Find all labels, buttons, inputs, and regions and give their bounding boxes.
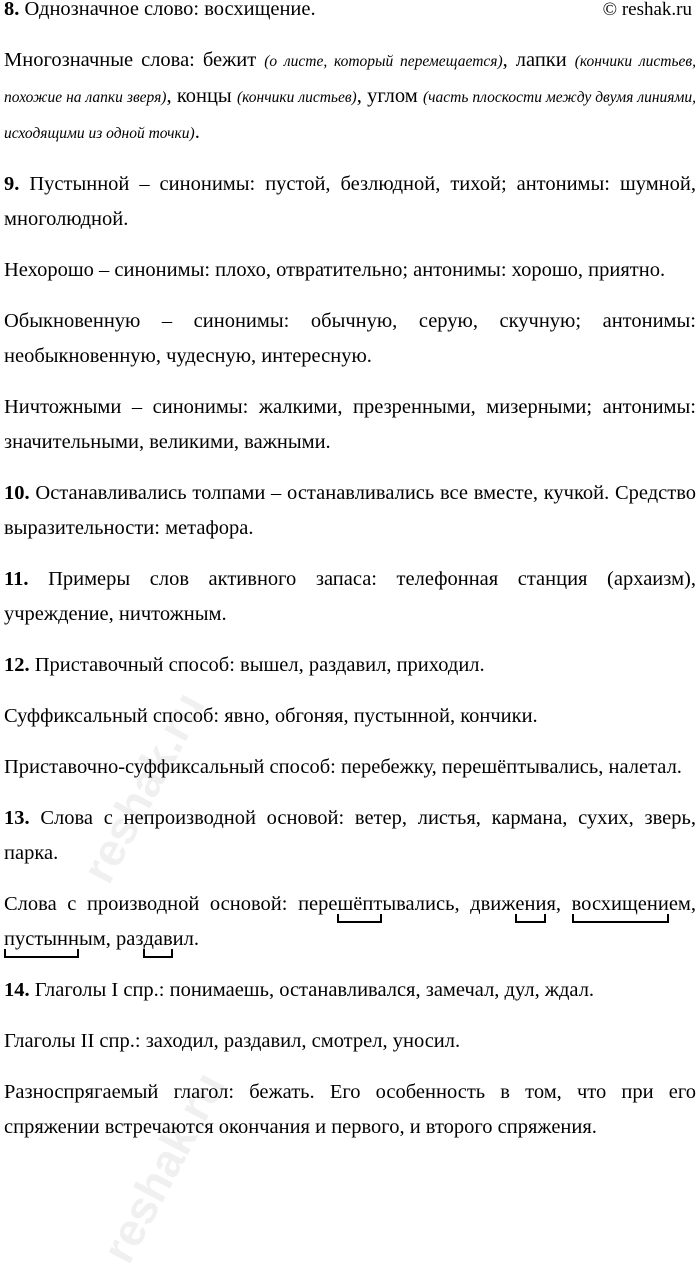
q12-p1-text: Приставочный способ: вышел, раздавил, приходил. bbox=[34, 654, 485, 676]
q14-number: 14. bbox=[4, 979, 30, 1001]
stem-mark: пустынн bbox=[4, 922, 79, 957]
q10 bbox=[4, 476, 696, 546]
watermark: © reshak.ru bbox=[602, 0, 692, 20]
word-razdavil bbox=[116, 928, 194, 950]
separator: , bbox=[454, 893, 471, 915]
q12-number: 12. bbox=[4, 654, 30, 676]
watermark-diagonal-2: reshak.ru bbox=[91, 1063, 235, 1271]
q12-p3: Приставочно-суффиксальный способ: перебежку, перешёптывались, налетал. bbox=[4, 756, 682, 778]
word-part: ил bbox=[172, 928, 194, 950]
q14-p2: Глаголы II спр.: заходил, раздавил, смотрел, уносил. bbox=[4, 1030, 461, 1052]
q12-p2: Суффиксальный способ: явно, обгоняя, пустынной, кончики. bbox=[4, 705, 538, 727]
q9-number: 9. bbox=[4, 173, 20, 195]
q13-p2-prefix: Слова с производной основой: bbox=[4, 893, 288, 915]
word-part: я bbox=[546, 893, 556, 915]
q11-text: Примеры слов активного запаса: телефонная станция (архаизм), учреждение, ничтожным. bbox=[4, 568, 696, 625]
q14-p1-text: Глаголы I спр.: понимаешь, останавливался, замечал, дул, ждал. bbox=[34, 979, 595, 1001]
q9-p1-text: Пустынной – синонимы: пустой, безлюдной, тихой; антонимы: шумной, многолюдной. bbox=[4, 173, 696, 230]
q12-p1 bbox=[4, 648, 696, 683]
q8-number: 8. bbox=[4, 0, 20, 20]
q9-p3: Обыкновенную – синонимы: обычную, серую, скучную; антонимы: необыкновенную, чудесную, интересную. bbox=[4, 310, 696, 367]
word-pustynnym bbox=[4, 928, 106, 950]
word-part: раз bbox=[116, 928, 144, 950]
q13-number: 13. bbox=[4, 807, 30, 829]
q9-p1 bbox=[4, 167, 696, 237]
q8-word-4: , углом bbox=[356, 85, 418, 107]
separator: , bbox=[690, 893, 697, 915]
q8-multi bbox=[4, 43, 696, 151]
q10-number: 10. bbox=[4, 482, 30, 504]
q10-text: Останавливались толпами – останавливались все вместе, кучкой. Средство выразительности: метафора. bbox=[4, 482, 697, 539]
root-mark: шёпт bbox=[337, 887, 382, 922]
word-part: ым bbox=[79, 928, 106, 950]
q9-p4: Ничтожными – синонимы: жалкими, презренными, мизерными; антонимы: значительными, великими, важными. bbox=[4, 396, 696, 453]
q8-word-3: , концы bbox=[166, 85, 232, 107]
word-part: пере bbox=[298, 893, 338, 915]
root-mark: дав bbox=[143, 922, 172, 957]
q9-p2: Нехорошо – синонимы: плохо, отвратительно; антонимы: хорошо, приятно. bbox=[4, 259, 666, 281]
word-part: ывались bbox=[382, 893, 455, 915]
stem-mark: восхищени bbox=[572, 887, 669, 922]
suffix-mark: ени bbox=[515, 887, 546, 922]
q8-word-2: , лапки bbox=[502, 49, 567, 71]
document-page bbox=[4, 0, 696, 1145]
q8-note-4: (часть плоскости между двумя линиями, исходящими из одной точки) bbox=[4, 89, 697, 142]
word-part: ем bbox=[668, 893, 691, 915]
word-pereshoptyvalis bbox=[298, 893, 454, 915]
q8-note-3: (кончики листьев) bbox=[236, 89, 357, 106]
q8-single-text: Однозначное слово: восхищение. bbox=[24, 0, 316, 20]
word-voskhishcheniem bbox=[572, 893, 691, 915]
q8-note-2: (кончики листьев, похожие на лапки зверя) bbox=[4, 53, 697, 106]
q8-single bbox=[4, 0, 696, 27]
q14-p1 bbox=[4, 973, 696, 1008]
q13-p1 bbox=[4, 801, 696, 871]
separator: , bbox=[555, 893, 562, 915]
q11-number: 11. bbox=[4, 568, 29, 590]
separator: , bbox=[105, 928, 116, 950]
q11 bbox=[4, 562, 696, 632]
watermark-diagonal-1: reshak.ru bbox=[71, 683, 215, 891]
end-mark: . bbox=[193, 928, 199, 950]
word-part: движ bbox=[470, 893, 516, 915]
q13-p2 bbox=[4, 887, 696, 957]
q8-multi-prefix: Многозначные слова: бежит bbox=[4, 49, 257, 71]
q13-p1-text: Слова с непроизводной основой: ветер, листья, кармана, сухих, зверь, парка. bbox=[4, 807, 696, 864]
q8-end: . bbox=[194, 121, 200, 143]
q14-p3: Разноспрягаемый глагол: бежать. Его особенность в том, что при его спряжении встречаются окончания и первого, и второго спряжения. bbox=[4, 1081, 696, 1138]
q8-note-1: (о листе, который перемещается) bbox=[264, 53, 503, 70]
word-dvizheniya bbox=[470, 893, 556, 915]
